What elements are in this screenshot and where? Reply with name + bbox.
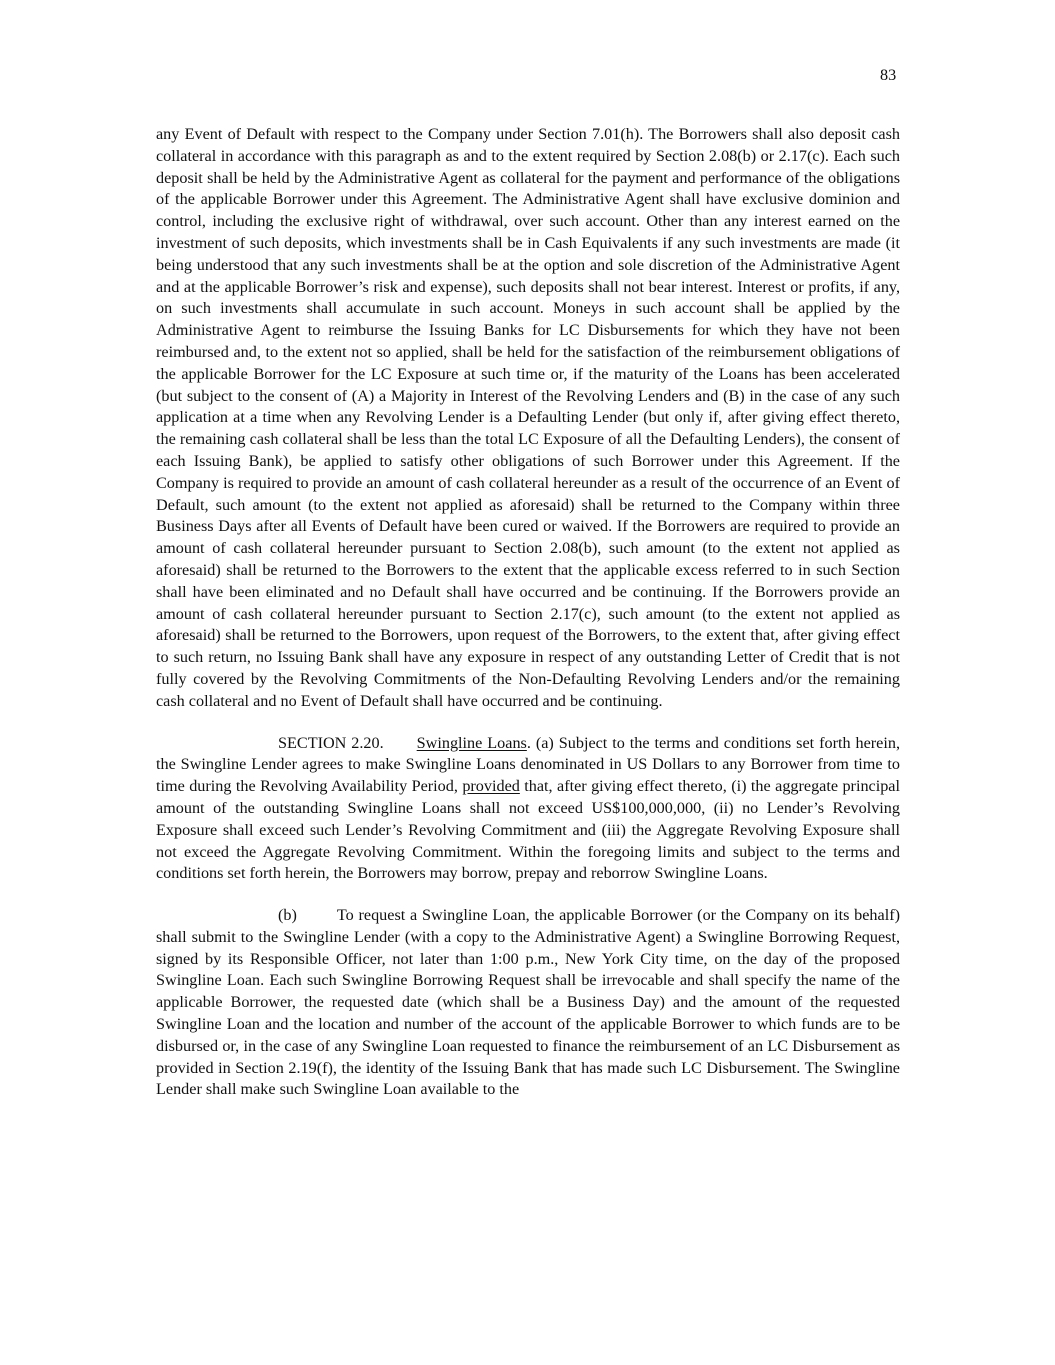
provided-term: provided [462, 777, 520, 796]
subsection-text: To request a Swingline Loan, the applicable Borrower (or the Company on its behalf) shall submit to the Swingline Lender (with a copy to the Administrative Agent) a Swingline Borrowing Request, signed by its Responsible Officer, not later than 1:00 p.m., New York City time, on the day of the proposed Swingline Loan. Each such Swingline Borrowing Request shall be irrevocable and shall specify the name of the applicable Borrower, the requested date (which shall be a Business Day) and the amount of the requested Swingline Loan and the location and number of the account of the applicable Borrower to which funds are to be disbursed or, in the case of any Swingline Loan requested to finance the reimbursement of an LC Disbursement as provided in Section 2.19(f), the identity of the Issuing Bank that has made such LC Disbursement. The Swingline Lender shall make such Swingline Loan available to the [156, 906, 900, 1099]
section-number: SECTION 2.20. [278, 733, 384, 752]
section-text-part1: . (a) Subject to the terms and conditions set forth herein, the Swingline Lender agrees to make Swingline Loans denominated in US Dollars to any Borrower from time to time during the Revolving Availability Period, [156, 733, 900, 796]
paragraph-subsection-b [156, 905, 900, 1101]
page-number: 83 [880, 66, 897, 84]
document-body [156, 124, 900, 1101]
subsection-label: (b) [278, 906, 297, 925]
paragraph-cash-collateral: any Event of Default with respect to the Company under Section 7.01(h). The Borrowers shall also deposit cash collateral in accordance with this paragraph as and to the extent required by Section 2.08(b) or 2.17(c). Each such deposit shall be held by the Administrative Agent as collateral for the payment and performance of the obligations of the applicable Borrower under this Agreement. The Administrative Agent shall have exclusive dominion and control, including the exclusive right of withdrawal, over such account. Other than any interest earned on the investment of such deposits, which investments shall be in Cash Equivalents if any such investments are made (it being understood that any such investments shall be at the option and sole discretion of the Administrative Agent and at the applicable Borrower’s risk and expense), such deposits shall not bear interest. Interest or profits, if any, on such investments shall accumulate in such account. Moneys in such account shall be applied by the Administrative Agent to reimburse the Issuing Banks for LC Disbursements for which they have not been reimbursed and, to the extent not so applied, shall be held for the satisfaction of the reimbursement obligations of the applicable Borrower for the LC Exposure at such time or, if the maturity of the Loans has been accelerated (but subject to the consent of (A) a Majority in Interest of the Revolving Lenders and (B) in the case of any such application at a time when any Revolving Lender is a Defaulting Lender (but only if, after giving effect thereto, the remaining cash collateral shall be less than the total LC Exposure of all the Defaulting Lenders), the consent of each Issuing Bank), be applied to satisfy other obligations of such Borrower under this Agreement. If the Company is required to provide an amount of cash collateral hereunder as a result of the occurrence of an Event of Default, such amount (to the extent not applied as aforesaid) shall be returned to the Company within three Business Days after all Events of Default have been cured or waived. If the Borrowers are required to provide an amount of cash collateral hereunder pursuant to Section 2.08(b), such amount (to the extent not applied as aforesaid) shall be returned to the Borrowers to the extent that the applicable excess referred to in such Section shall have been eliminated and no Default shall have occurred and be continuing. If the Borrowers provide an amount of cash collateral hereunder pursuant to Section 2.17(c), such amount (to the extent not applied as aforesaid) shall be returned to the Borrowers, upon request of the Borrowers, to the extent that, after giving effect to such return, no Issuing Bank shall have any exposure in respect of any outstanding Letter of Credit that is not fully covered by the Revolving Commitments of the Non-Defaulting Revolving Lenders and/or the remaining cash collateral and no Event of Default shall have occurred and be continuing. [156, 125, 900, 710]
section-text-part2: that, after giving effect thereto, (i) the aggregate principal amount of the outstanding Swingline Loans shall not exceed US$100,000,000, (ii) no Lender’s Revolving Exposure shall exceed such Lender’s Revolving Commitment and (iii) the Aggregate Revolving Exposure shall not exceed the Aggregate Revolving Commitment. Within the foregoing limits and subject to the terms and conditions set forth herein, the Borrowers may borrow, prepay and reborrow Swingline Loans. [156, 777, 900, 883]
section-title: Swingline Loans [416, 733, 527, 752]
paragraph-section-2-20 [156, 733, 900, 886]
